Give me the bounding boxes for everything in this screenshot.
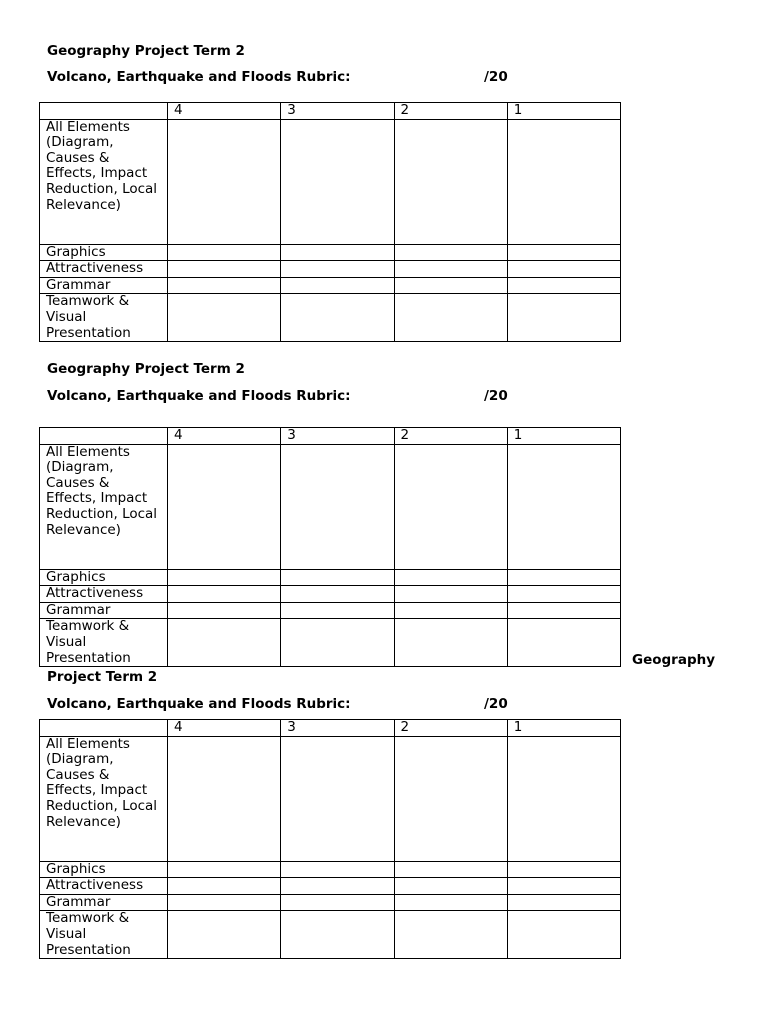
rubric-total-score: /20 [484,388,508,404]
criterion-label: All Elements (Diagram, Causes & Effects, Impact Reduction, Local Relevance) [40,736,168,861]
score-cell [168,261,281,278]
score-cell [507,277,620,294]
header-cell-4: 4 [168,103,281,120]
table-row [40,569,621,586]
score-cell [168,878,281,895]
score-cell [507,878,620,895]
criterion-label: All Elements (Diagram, Causes & Effects, Impact Reduction, Local Relevance) [40,444,168,569]
criterion-label: Teamwork & Visual Presentation [40,911,168,959]
score-cell [281,911,394,959]
criterion-label: All Elements (Diagram, Causes & Effects, Impact Reduction, Local Relevance) [40,119,168,244]
criterion-label: Attractiveness [40,261,168,278]
score-cell [168,736,281,861]
rubric-title-part1: Geography [632,652,716,668]
score-cell [281,586,394,603]
rubric-table [39,102,621,342]
score-cell [394,911,507,959]
score-cell [507,261,620,278]
score-cell [281,736,394,861]
score-cell [281,244,394,261]
score-cell [281,602,394,619]
score-cell [168,277,281,294]
score-cell [168,586,281,603]
score-cell [507,586,620,603]
score-cell [394,861,507,878]
score-cell [507,602,620,619]
score-cell [394,736,507,861]
table-header-row [40,103,621,120]
header-cell-blank [40,720,168,737]
score-cell [394,261,507,278]
criterion-label: Graphics [40,861,168,878]
score-cell [168,602,281,619]
score-cell [281,294,394,342]
score-cell [168,861,281,878]
header-cell-2: 2 [394,428,507,445]
score-cell [168,244,281,261]
table-row [40,911,621,959]
header-cell-1: 1 [507,720,620,737]
rubric-total-score: /20 [484,696,508,712]
table-row [40,736,621,861]
score-cell [507,894,620,911]
rubric-subtitle: Volcano, Earthquake and Floods Rubric: [47,696,351,712]
criterion-label: Graphics [40,569,168,586]
score-cell [281,277,394,294]
criterion-label: Grammar [40,894,168,911]
score-cell [281,878,394,895]
table-row [40,619,621,667]
rubric-table [39,719,621,959]
score-cell [507,861,620,878]
header-cell-1: 1 [507,103,620,120]
rubric-total-score: /20 [484,69,508,85]
score-cell [394,894,507,911]
rubric-title: Geography Project Term 2 [47,361,245,377]
header-cell-3: 3 [281,720,394,737]
header-cell-3: 3 [281,103,394,120]
table-row [40,878,621,895]
header-cell-2: 2 [394,720,507,737]
score-cell [281,619,394,667]
criterion-label: Teamwork & Visual Presentation [40,294,168,342]
criterion-label: Teamwork & Visual Presentation [40,619,168,667]
table-row [40,119,621,244]
header-cell-4: 4 [168,428,281,445]
score-cell [507,244,620,261]
score-cell [507,119,620,244]
score-cell [507,736,620,861]
rubric-subtitle: Volcano, Earthquake and Floods Rubric: [47,69,351,85]
table-header-row [40,428,621,445]
score-cell [168,294,281,342]
score-cell [394,569,507,586]
table-row [40,894,621,911]
header-cell-blank [40,103,168,120]
table-row [40,277,621,294]
score-cell [394,444,507,569]
score-cell [507,444,620,569]
header-cell-3: 3 [281,428,394,445]
header-cell-2: 2 [394,103,507,120]
score-cell [168,444,281,569]
score-cell [394,619,507,667]
score-cell [281,119,394,244]
table-row [40,861,621,878]
criterion-label: Attractiveness [40,586,168,603]
score-cell [168,119,281,244]
rubric-subtitle: Volcano, Earthquake and Floods Rubric: [47,388,351,404]
score-cell [281,894,394,911]
criterion-label: Graphics [40,244,168,261]
score-cell [281,569,394,586]
criterion-label: Grammar [40,277,168,294]
score-cell [281,444,394,569]
score-cell [507,911,620,959]
score-cell [168,911,281,959]
table-row [40,244,621,261]
table-row [40,586,621,603]
rubric-title-part2: Project Term 2 [47,669,158,685]
criterion-label: Attractiveness [40,878,168,895]
score-cell [168,894,281,911]
score-cell [394,294,507,342]
header-cell-1: 1 [507,428,620,445]
score-cell [394,244,507,261]
score-cell [507,619,620,667]
score-cell [281,261,394,278]
criterion-label: Grammar [40,602,168,619]
score-cell [168,619,281,667]
score-cell [394,277,507,294]
table-row [40,444,621,569]
rubric-table [39,427,621,667]
score-cell [507,569,620,586]
score-cell [507,294,620,342]
score-cell [394,878,507,895]
score-cell [281,861,394,878]
score-cell [394,586,507,603]
table-row [40,602,621,619]
table-row [40,294,621,342]
header-cell-blank [40,428,168,445]
score-cell [168,569,281,586]
score-cell [394,119,507,244]
table-row [40,261,621,278]
table-header-row [40,720,621,737]
header-cell-4: 4 [168,720,281,737]
rubric-title: Geography Project Term 2 [47,43,245,59]
score-cell [394,602,507,619]
